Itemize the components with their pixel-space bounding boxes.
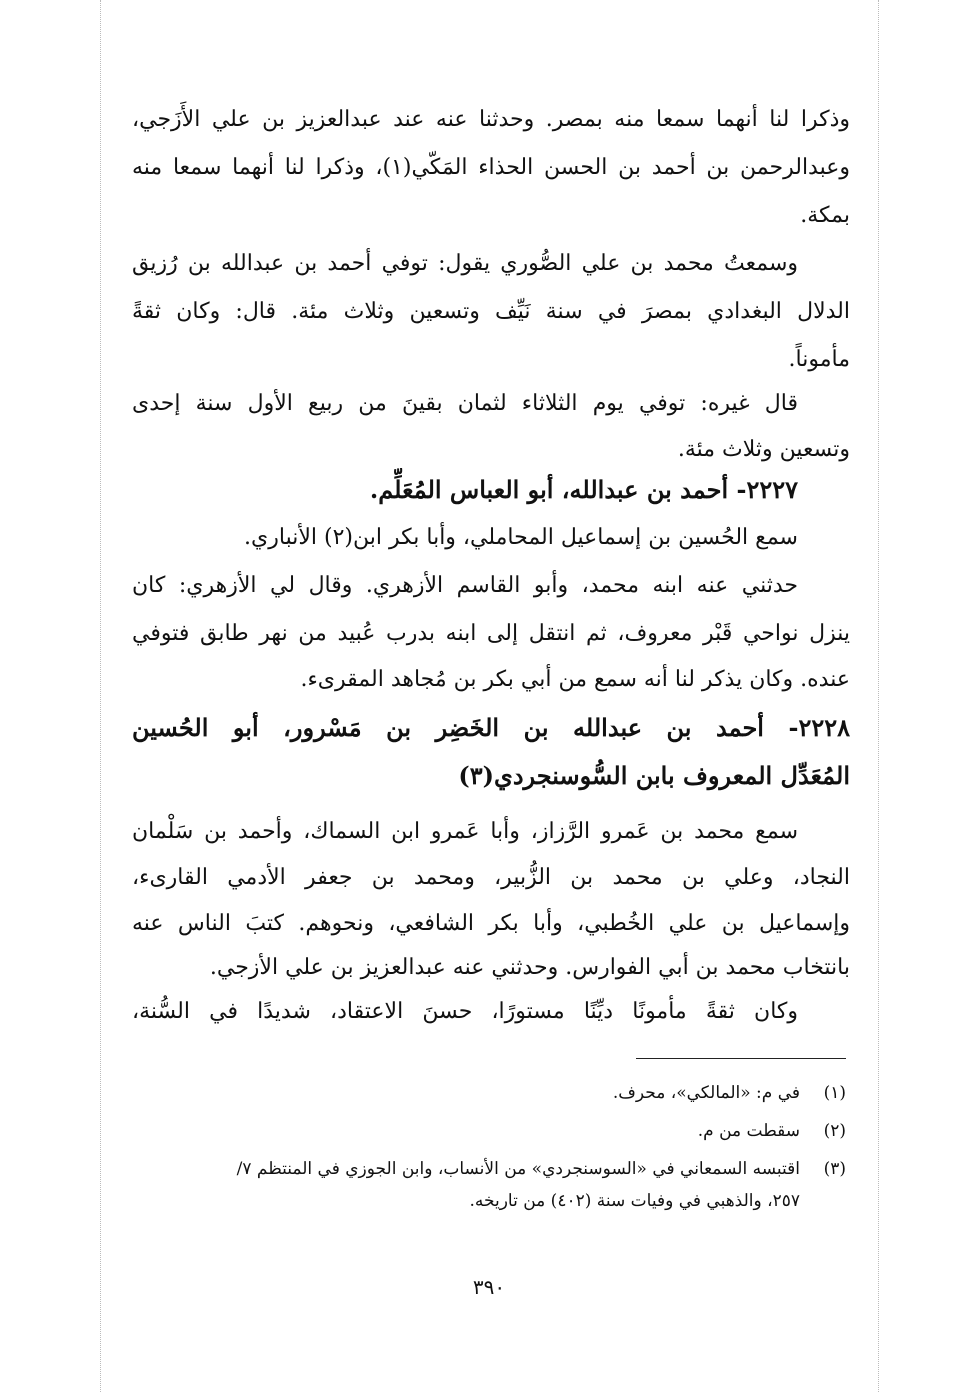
text-line: وذكرا لنا أنهما سمعا منه بمصر. وحدثنا عنه عند عبدالعزيز بن علي الأَزَجي، [132,107,850,132]
main-text [132,98,850,1058]
text-line: سمع محمد بن عَمرو الرَّزاز، وأبا عَمرو ابن السماك، وأحمد بن سَلْمان [132,819,798,844]
entry-heading: المُعَدِّل المعروف بابن السُّوسنجردي(٣) [458,761,850,790]
text-line: بمكة. [800,203,850,228]
footnote [132,1078,846,1108]
text-line: بانتخاب محمد بن أبي الفوارس. وحدثني عنه عبدالعزيز بن علي الأزجي. [209,955,850,980]
text-line: ينزل نواحي قَبْر معروف، ثم انتقل إلى ابنه بدرب عُبيد من نهر طابق فتوفي [132,621,850,646]
text-line: عنده. وكان يذكر لنا أنه سمع من أبي بكر بن مُجاهد المقرىء. [300,667,850,692]
text-line: قال غيره: توفي يوم الثلاثاء لثمان بقينَ من ربيع الأول سنة إحدى [132,391,798,416]
entry-heading: ٢٢٢٨- أحمد بن عبدالله بن الخَضِر بن مَسْرور، أبو الحُسين [132,713,850,742]
entry-heading: ٢٢٢٧- أحمد بن عبدالله، أبو العباس المُعَلِّم. [369,475,798,504]
text-line: وعبدالرحمن بن أحمد بن الحسن الحذاء المَكّي(١)، وذكرا لنا أنهما سمعا منه [132,155,850,180]
page-number: ٣٩٠ [472,1275,506,1299]
text-line: وتسعين وثلاث مئة. [677,437,850,462]
text-line: مأموناً. [788,347,850,372]
text-line: وسمعتُ محمد بن علي الصُّوري يقول: توفي أحمد بن عبدالله بن رُزيق [132,251,798,276]
footnote-text: اقتبسه السمعاني في «السوسنجردي» من الأنساب، وابن الجوزي في المنتظم ٧/ [236,1159,800,1179]
footnote-number: (٢) [823,1121,846,1141]
footnote [132,1116,846,1146]
footnote-number: (١) [823,1083,846,1103]
text-line: وكان ثقةً مأمونًا ديِّنًا مستورًا، حسنَ الاعتقاد، شديدًا في السُّنة، [132,999,798,1024]
text-line: النجاد، وعلي بن محمد بن الزُّبير، ومحمد بن جعفر الأدمي القارىء، [132,865,850,890]
footnote-text: في م: «المالكي»، محرف. [612,1083,800,1103]
footnote-text: سقطت من م. [697,1121,800,1141]
footnote-continuation: ٢٥٧، والذهبي في وفيات سنة (٤٠٢) من تاريخه. [469,1191,800,1211]
footnote-separator [636,1058,846,1059]
scan-artifact-line [100,0,101,1392]
text-line: الدلال البغدادي بمصرَ في سنة نَيِّف وتسعين وثلاث مئة. قال: وكان ثقةً [132,299,850,324]
scan-artifact-line [878,0,879,1392]
footnote [132,1154,846,1184]
footnote-number: (٣) [823,1159,846,1179]
text-line: وإسماعيل بن علي الخُطبي، وأبا بكر الشافعي، ونحوهم. كتبَ الناس عنه [132,911,850,936]
text-line: سمع الحُسين بن إسماعيل المحاملي، وأبا بكر ابن(٢) الأنباري. [244,525,798,550]
text-line: حدثني عنه ابنه محمد، وأبو القاسم الأزهري. وقال لي الأزهري: كان [132,573,798,598]
